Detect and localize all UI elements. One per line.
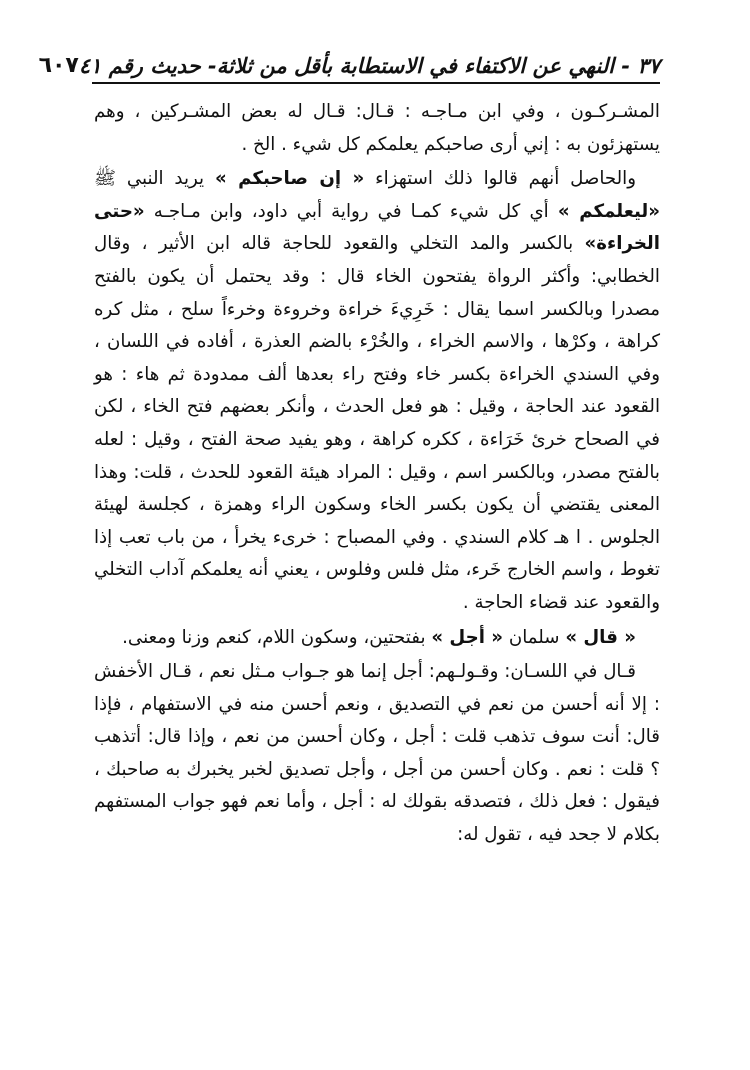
paragraph bbox=[94, 163, 660, 619]
text-run: بفتحتين، وسكون اللام، كنعم وزنا ومعنى. bbox=[122, 626, 432, 648]
quoted-hadith-text: « إن صاحبكم » bbox=[214, 168, 365, 190]
paragraph bbox=[94, 656, 660, 852]
text-run: أي كل شيء كمـا في رواية أبي داود، وابن مـاجـه bbox=[144, 200, 558, 222]
body-text bbox=[94, 96, 660, 852]
quoted-hadith-text: « قال » bbox=[565, 626, 636, 648]
text-run: والحاصل أنهم قالوا ذلك استهزاء bbox=[364, 168, 636, 190]
text-run: المشـركـون ، وفي ابن مـاجـه : قـال: قـال له بعض المشـركين ، وهم يستهزئون به : إني أرى صاحبكم يعلمكم كل شيء . الخ . bbox=[94, 101, 660, 155]
chapter-title: ٣٧ - النهي عن الاكتفاء في الاستطابة بأقل من ثلاثة- حديث رقم ٤١ bbox=[78, 54, 660, 78]
text-run: بالكسر والمد التخلي والقعود للحاجة قاله ابن الأثير ، وقال الخطابي: وأكثر الرواة يفتحون الخاء قال : وقد يحتمل أن يكون بالفتح مصدرا وبالكسر اسما يقال : خَرِيءَ خراءة وخروءة وخرءاً سلح ، مثل كره كراهة ، وكرْها ، والاسم الخراء ، والخُرْء بالضم العذرة ، أفاده في اللسان ، وفي السندي الخراءة بكسر خاء وفتح راء بعدها ألف ممدودة ثم هاء : هو القعود عند الحاجة ، وقيل : هو فعل الحدث ، وأنكر بعضهم فتح الخاء ، لكن في الصحاح خرئ خَرَاءة ، ككره كراهة ، وهو يفيد صحة الفتح ، وقيل : لعله بالفتح مصدر، وبالكسر اسم ، وقيل : المراد هيئة القعود للحدث ، قلت: وهذا المعنى يقتضي أن يكون بكسر الخاء وسكون الراء وهمزة ، كجلسة لهيئة الجلوس . ا هـ كلام السندي . وفي المصباح : خرىء يخرأ ، من باب تعب إذا تغوط ، واسم الخارج خَرء، مثل فلس وفلوس ، يعني أنه يعلمكم آداب التخلي والقعود عند قضاء الحاجة . bbox=[94, 233, 660, 613]
paragraph bbox=[94, 622, 660, 655]
text-run: قـال في اللسـان: وقـولـهم: أجل إنما هو جـواب مـثل نعم ، قـال الأخفش : إلا أنه أحسن من نعم في التصديق ، ونعم أحسن منه في الاستفهام ، فإذا قال: أنت سوف تذهب قلت : أجل ، وكان أحسن من نعم ، وإذا قال: أتذهب ؟ قلت : نعم . وكان أحسن من أجل ، وأجل تصديق لخبر يخبرك به صاحبك ، فيقول : فعل ذلك ، فتصدقه بقولك له : أجل ، وأما نعم فهو جواب المستفهم بكلام لا جحد فيه ، تقول له: bbox=[94, 661, 660, 846]
quoted-hadith-text: «ليعلمكم » bbox=[557, 200, 661, 222]
quoted-hadith-text: «حتى الخراءة» bbox=[94, 200, 660, 255]
text-run: يريد النبي ﷺ bbox=[94, 168, 215, 190]
paragraph bbox=[94, 96, 660, 161]
page-number: ٦٠٧ bbox=[38, 53, 79, 78]
quoted-hadith-text: « أجل » bbox=[431, 626, 504, 648]
text-run: سلمان bbox=[503, 626, 566, 648]
running-header bbox=[38, 42, 660, 84]
